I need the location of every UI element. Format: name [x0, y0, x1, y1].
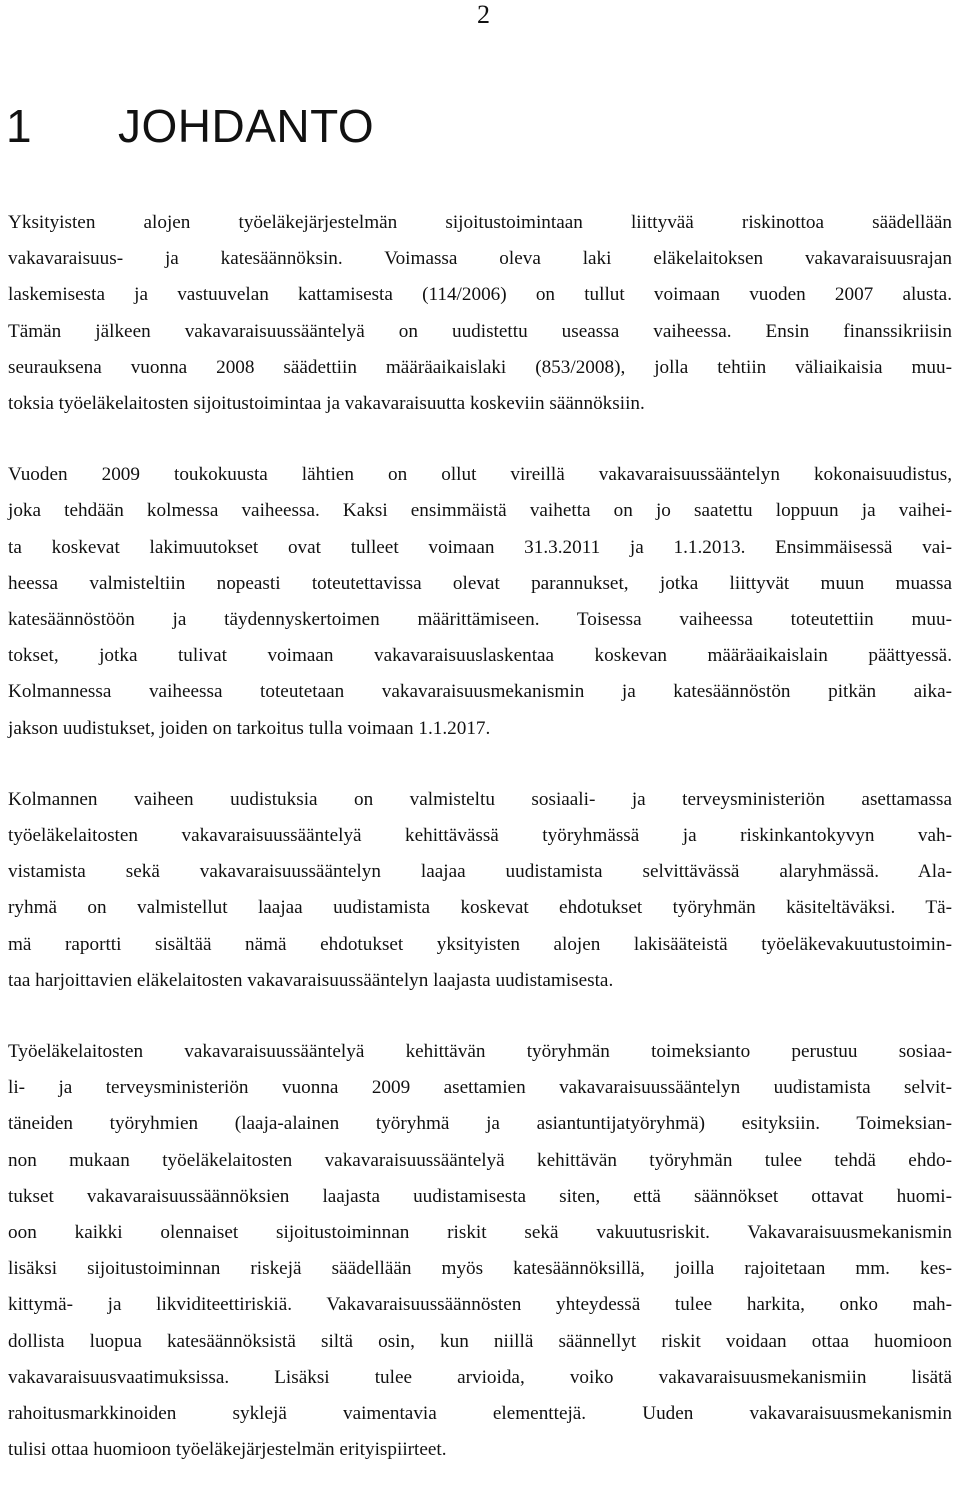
text-line: joka tehdään kolmessa vaiheessa. Kaksi ensimmäistä vaihetta on jo saatettu loppuun ja vaihei- — [8, 500, 952, 522]
text-line: vistamista sekä vakavaraisuussääntelyn laajaa uudistamista selvittävässä alaryhmässä. Ala- — [8, 861, 952, 883]
paragraph — [8, 1034, 952, 1468]
text-line: tokset, jotka tulivat voimaan vakavaraisuuslaskentaa koskevan määräaikaislain päättyessä. — [8, 645, 952, 667]
text-line: vakavaraisuusvaatimuksissa. Lisäksi tulee arvioida, voiko vakavaraisuusmekanismiin lisätä — [8, 1366, 952, 1388]
body-text — [8, 205, 952, 1504]
text-line: li- ja terveysministeriön vuonna 2009 asettamien vakavaraisuussääntelyn uudistamista selvit- — [8, 1077, 952, 1099]
text-line: tulisi ottaa huomioon työeläkejärjestelmän erityispiirteet. — [8, 1439, 447, 1461]
text-line: ta koskevat lakimuutokset ovat tulleet voimaan 31.3.2011 ja 1.1.2013. Ensimmäisessä vai- — [8, 536, 952, 558]
text-line: seurauksena vuonna 2008 säädettiin määräaikaislaki (853/2008), jolla tehtiin väliaikaisia muu- — [8, 356, 952, 378]
text-line: täneiden työryhmien (laaja-alainen työryhmä ja asiantuntijatyöryhmä) esityksiin. Toimeksian- — [8, 1113, 952, 1135]
text-line: oon kaikki olennaiset sijoitustoiminnan riskit sekä vakuutusriskit. Vakavaraisuusmekanismin — [8, 1222, 952, 1244]
text-line: jakson uudistukset, joiden on tarkoitus tulla voimaan 1.1.2017. — [8, 717, 491, 739]
text-line: rahoitusmarkkinoiden syklejä vaimentavia elementtejä. Uuden vakavaraisuusmekanismin — [8, 1403, 952, 1425]
paragraph — [8, 782, 952, 999]
text-line: taa harjoittavien eläkelaitosten vakavaraisuussääntelyn laajasta uudistamisesta. — [8, 969, 614, 991]
text-line: Vuoden 2009 toukokuusta lähtien on ollut vireillä vakavaraisuussääntelyn kokonaisuudistus, — [8, 464, 952, 486]
text-line: tukset vakavaraisuussäännöksien laajasta uudistamisesta siten, että säännökset ottavat huomi- — [8, 1185, 952, 1207]
text-line: katesäännöstöön ja täydennyskertoimen määrittämiseen. Toisessa vaiheessa toteutettiin muu- — [8, 609, 952, 631]
text-line: non mukaan työeläkelaitosten vakavaraisuussääntelyä kehittävän työryhmän tulee tehdä ehdo- — [8, 1149, 952, 1171]
text-line: vakavaraisuus- ja katesäännöksin. Voimassa oleva laki eläkelaitoksen vakavaraisuusrajan — [8, 248, 952, 270]
text-line: Kolmannen vaiheen uudistuksia on valmisteltu sosiaali- ja terveysministeriön asettamassa — [8, 788, 952, 810]
chapter-title: JOHDANTO — [118, 100, 375, 152]
paragraph — [8, 457, 952, 747]
page-number: 2 — [477, 0, 490, 29]
chapter-number: 1 — [6, 100, 33, 152]
paragraph — [8, 205, 952, 422]
chapter-heading — [6, 98, 374, 154]
text-line: Kolmannessa vaiheessa toteutetaan vakavaraisuusmekanismin ja katesäännöstön pitkän aika- — [8, 681, 952, 703]
text-line: toksia työeläkelaitosten sijoitustoimintaa ja vakavaraisuutta koskeviin säännöksiin. — [8, 393, 645, 415]
text-line: ryhmä on valmistellut laajaa uudistamista koskevat ehdotukset työryhmän käsiteltäväksi. Tä- — [8, 897, 952, 919]
text-line: työeläkelaitosten vakavaraisuussääntelyä kehittävässä työryhmässä ja riskinkantokyvyn vah- — [8, 825, 952, 847]
text-line: Yksityisten alojen työeläkejärjestelmän sijoitustoimintaan liittyvää riskinottoa säädellään — [8, 212, 952, 233]
text-line: mä raportti sisältää nämä ehdotukset yksityisten alojen lakisääteistä työeläkevakuutustoimin- — [8, 933, 952, 955]
text-line: Tämän jälkeen vakavaraisuussääntelyä on uudistettu useassa vaiheessa. Ensin finanssikriisin — [8, 320, 952, 342]
text-line: heessa valmisteltiin nopeasti toteutettavissa olevat parannukset, jotka liittyvät muun muassa — [8, 572, 952, 594]
text-line: dollista luopua katesäännöksistä siltä osin, kun niillä säännellyt riskit voidaan ottaa huomioon — [8, 1330, 952, 1352]
text-line: lisäksi sijoitustoiminnan riskejä säädellään myös katesäännöksillä, joilla rajoitetaan mm. kes- — [8, 1258, 952, 1280]
text-line: laskemisesta ja vastuuvelan kattamisesta (114/2006) on tullut voimaan vuoden 2007 alusta. — [8, 284, 952, 306]
text-line: Työeläkelaitosten vakavaraisuussääntelyä kehittävän työryhmän toimeksianto perustuu sosiaa- — [8, 1041, 952, 1063]
text-line: kittymä- ja likviditeettiriskiä. Vakavaraisuussäännösten yhteydessä tulee harkita, onko mah- — [8, 1294, 952, 1316]
